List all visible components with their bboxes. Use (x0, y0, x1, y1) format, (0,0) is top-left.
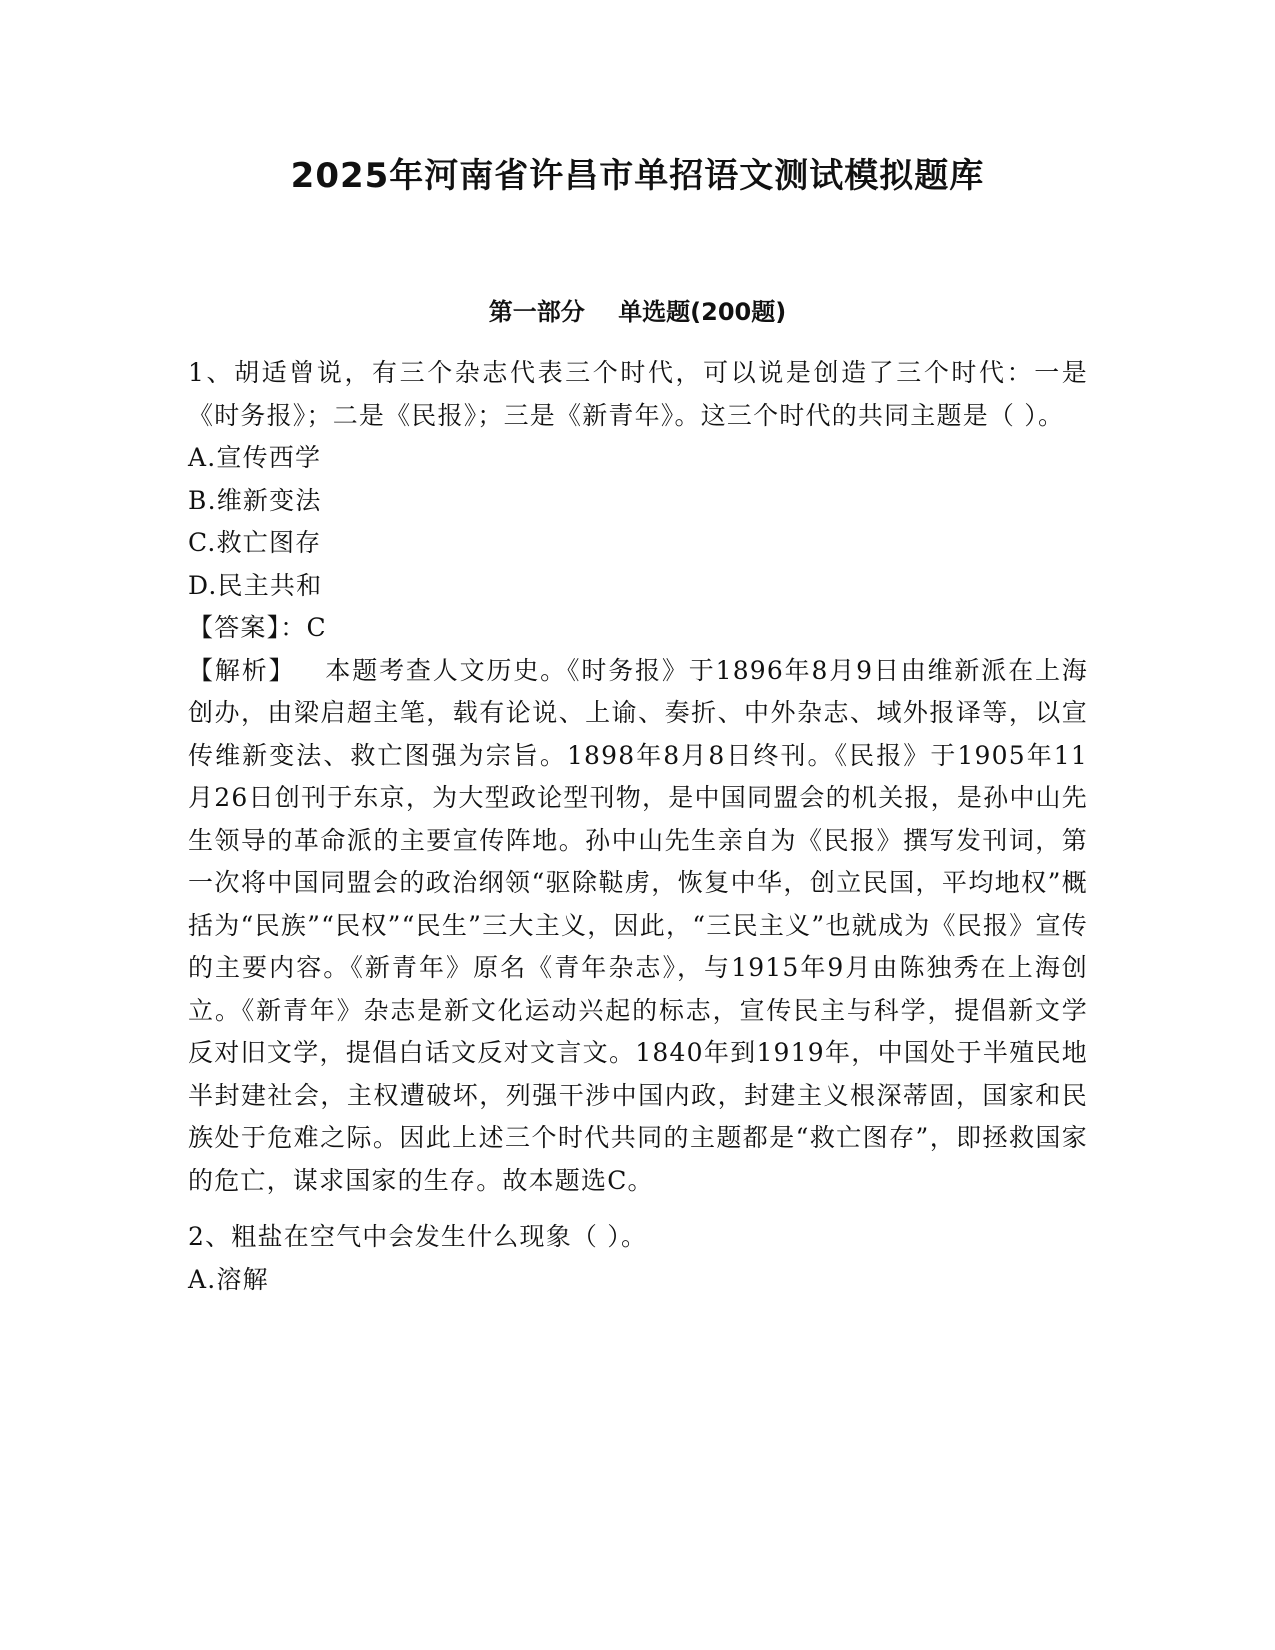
section-name: 单选题(200题) (618, 298, 787, 326)
option-a: A.宣传西学 (188, 443, 322, 472)
analysis-paragraph (188, 650, 1088, 1203)
question-stem: 1、胡适曾说，有三个杂志代表三个时代，可以说是创造了三个时代：一是《时务报》；二是《民报》；三是《新青年》。这三个时代的共同主题是（ ）。 (188, 358, 1088, 430)
question-stem: 2、粗盐在空气中会发生什么现象（ ）。 (188, 1222, 648, 1251)
option-c: C.救亡图存 (188, 528, 322, 557)
answer-line (188, 607, 1088, 650)
answer-label: 【答案】： (188, 613, 307, 642)
question-list (188, 352, 1088, 1301)
section-heading (0, 292, 1275, 327)
question-separator (188, 1202, 1088, 1216)
answer-value: C (306, 613, 327, 642)
option-d: D.民主共和 (188, 570, 323, 600)
analysis-text: 本题考查人文历史。《时务报》于1896年8月9日由维新派在上海创办，由梁启超主笔，载有论说、上谕、奏折、中外杂志、域外报译等，以宣传维新变法、救亡图强为宗旨。1898年8月8日终刊。《民报》于1905年11月26日创刊于东京，为大型政论型刊物，是中国同盟会的机关报，是孙中山先生领导的革命派的主要宣传阵地。孙中山先生亲自为《民报》撰写发刊词，第一次将中国同盟会的政治纲领“驱除鞑虏，恢复中华，创立民国，平均地权”概括为“民族”“民权”“民生”三大主义，因此，“三民主义”也就成为《民报》宣传的主要内容。《新青年》原名《青年杂志》，与1915年9月由陈独秀在上海创立。《新青年》杂志是新文化运动兴起的标志，宣传民主与科学，提倡新文学反对旧文学，提倡白话文反对文言文。1840年到1919年，中国处于半殖民地半封建社会，主权遭破坏，列强干涉中国内政，封建主义根深蒂固，国家和民族处于危难之际。因此上述三个时代共同的主题都是“救亡图存”，即拯救国家的危亡，谋求国家的生存。故本题选C。 (188, 655, 1088, 1195)
analysis-label: 【解析】 (188, 655, 296, 685)
section-label: 第一部分 (488, 298, 585, 326)
option-a: A.溶解 (188, 1264, 269, 1294)
question-2 (188, 1216, 1088, 1301)
document-title: 2025年河南省许昌市单招语文测试模拟题库 (290, 156, 985, 196)
option-b: B.维新变法 (188, 485, 322, 515)
question-1 (188, 352, 1088, 1202)
